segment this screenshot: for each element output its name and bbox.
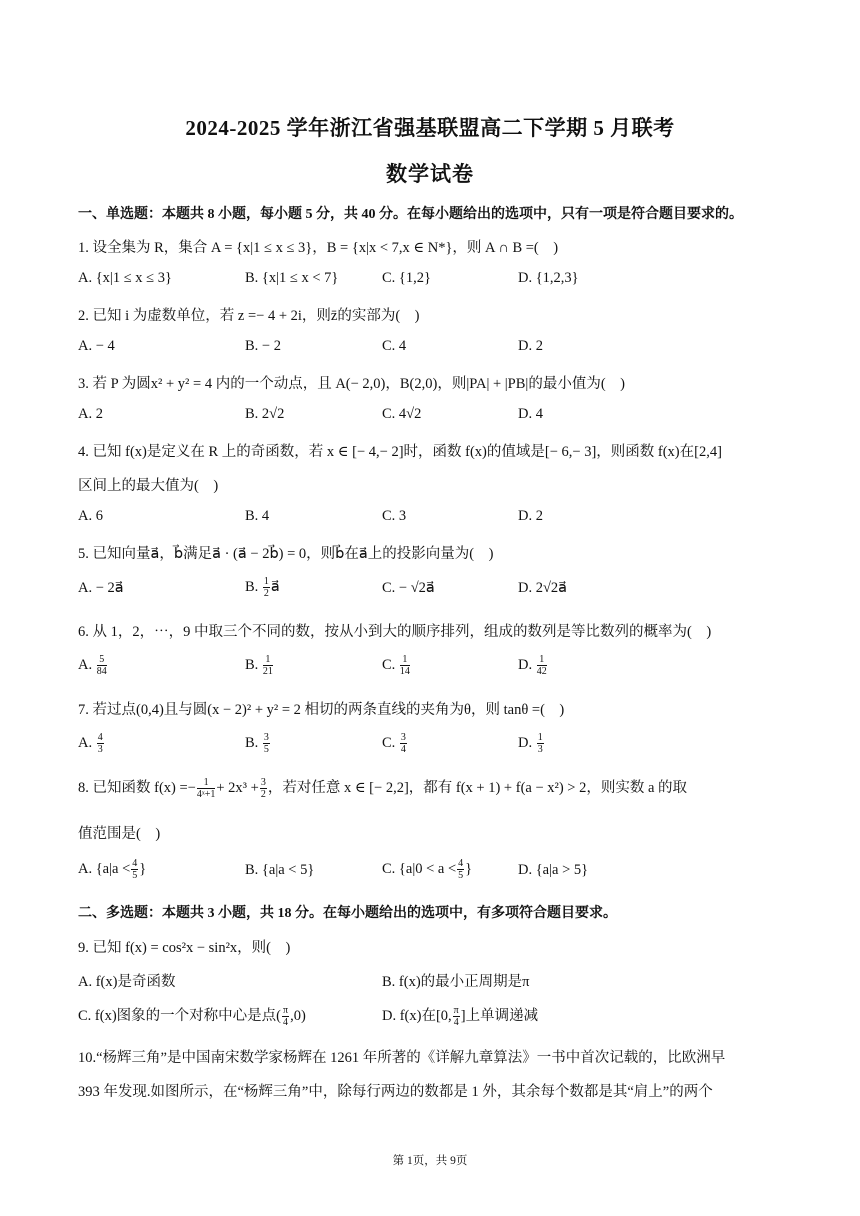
question-2-option-d: D. 2 xyxy=(518,338,543,354)
fraction: $\frac{3}{2}$ xyxy=(260,777,266,801)
question-3-option-a: A. 2 xyxy=(78,406,103,422)
question-3-option-c: C. 4√2 xyxy=(382,406,422,422)
fraction: $\frac{3}{4}$ xyxy=(400,732,406,755)
fraction: $\frac{1}{42}$ xyxy=(536,654,547,677)
fraction: $\frac{\pi}{4}$ xyxy=(453,1005,459,1029)
question-2-option-c: C. 4 xyxy=(382,338,407,354)
question-3-stem: 3. 若 P 为圆x² + y² = 4 内的一个动点，且 A(− 2,0)，B(2,0)，则|PA| + |PB|的最小值为( ) xyxy=(78,376,625,392)
question-9-option-b: B. f(x)的最小正周期是π xyxy=(382,974,530,990)
question-1-option-b: B. {x|1 ≤ x < 7} xyxy=(245,270,339,286)
fraction: $\frac{1}{\text{4ˣ+1}}$ xyxy=(196,777,216,801)
question-2-option-a: A. − 4 xyxy=(78,338,115,354)
question-5-stem: 5. 已知向量a⃗，b⃗满足a⃗ · (a⃗ − 2b⃗) = 0，则b⃗在a⃗上的投影向量为( ) xyxy=(78,546,494,562)
question-8-option-d: D. {a|a > 5} xyxy=(518,862,589,878)
question-6-option-a: A. $\frac{5}{84}$ xyxy=(78,654,107,677)
question-4-option-b: B. 4 xyxy=(245,508,270,524)
question-1-stem: 1. 设全集为 R，集合 A = {x|1 ≤ x ≤ 3}，B = {x|x < 7,x ∈ N*}，则 A ∩ B =( ) xyxy=(78,240,559,256)
exam-title: 2024-2025 学年浙江省强基联盟高二下学期 5 月联考 xyxy=(185,116,675,140)
fraction: $\frac{4}{3}$ xyxy=(97,732,103,755)
question-7-stem: 7. 若过点(0,4)且与圆(x − 2)² + y² = 2 相切的两条直线的夹角为θ，则 tanθ =( ) xyxy=(78,702,565,718)
question-9-stem: 9. 已知 f(x) = cos²x − sin²x，则( ) xyxy=(78,940,291,956)
exam-subtitle: 数学试卷 xyxy=(386,162,474,186)
question-8-option-c: C. {a|0 < a < $\frac{4}{5}$ } xyxy=(382,858,473,881)
question-5-option-d: D. 2√2a⃗ xyxy=(518,580,568,596)
question-8-option-a: A. {a|a < $\frac{4}{5}$ } xyxy=(78,858,147,881)
question-3-option-b: B. 2√2 xyxy=(245,406,285,422)
fraction: $\frac{1}{3}$ xyxy=(537,732,543,755)
question-5-option-c: C. − √2a⃗ xyxy=(382,580,435,596)
question-6-option-d: D. $\frac{1}{42}$ xyxy=(518,654,547,677)
question-10-line2: 393 年发现.如图所示，在“杨辉三角”中，除每行两边的数都是 1 外，其余每个数都是其“肩上”的两个 xyxy=(78,1084,713,1100)
fraction: $\frac{5}{84}$ xyxy=(96,654,107,677)
fraction: $\frac{1}{21}$ xyxy=(262,654,273,677)
fraction: $\frac{4}{5}$ xyxy=(132,858,138,881)
question-8-stem-line2: 值范围是( ) xyxy=(78,826,161,842)
question-7-option-c: C. $\frac{3}{4}$ xyxy=(382,732,406,755)
question-5-option-a: A. − 2a⃗ xyxy=(78,580,124,596)
question-9-option-a: A. f(x)是奇函数 xyxy=(78,974,176,990)
question-6-stem: 6. 从 1，2，⋯，9 中取三个不同的数，按从小到大的顺序排列，组成的数列是等比数列的概率为( ) xyxy=(78,624,712,640)
fraction: $\frac{\pi}{4}$ xyxy=(283,1005,289,1029)
fraction: $\frac{1}{14}$ xyxy=(399,654,410,677)
question-4-stem-line1: 4. 已知 f(x)是定义在 R 上的奇函数，若 x ∈ [− 4,− 2]时，函数 f(x)的值域是[− 6,− 3]，则函数 f(x)在[2,4] xyxy=(78,444,722,460)
question-7-option-d: D. $\frac{1}{3}$ xyxy=(518,732,543,755)
question-2-stem: 2. 已知 i 为虚数单位，若 z =− 4 + 2i，则z̄的实部为( ) xyxy=(78,308,420,324)
question-6-option-c: C. $\frac{1}{14}$ xyxy=(382,654,410,677)
page-footer: 第 1页，共 9页 xyxy=(392,1155,468,1167)
question-6-option-b: B. $\frac{1}{21}$ xyxy=(245,654,273,677)
question-4-stem-line2: 区间上的最大值为( ) xyxy=(78,478,219,494)
question-1-option-a: A. {x|1 ≤ x ≤ 3} xyxy=(78,270,172,286)
question-1-option-c: C. {1,2} xyxy=(382,270,431,286)
question-3-option-d: D. 4 xyxy=(518,406,543,422)
fraction: $\frac{4}{5}$ xyxy=(458,858,464,881)
question-4-option-a: A. 6 xyxy=(78,508,103,524)
section-heading-single-choice: 一、单选题：本题共 8 小题，每小题 5 分，共 40 分。在每小题给出的选项中，只有一项是符合题目要求的。 xyxy=(78,207,743,222)
question-9-option-c: C. f(x)图象的一个对称中心是点( $\frac{\pi}{4}$ ,0) xyxy=(78,1005,306,1029)
fraction: $\frac{3}{5}$ xyxy=(263,732,269,755)
question-4-option-c: C. 3 xyxy=(382,508,407,524)
section-heading-multiple-choice: 二、多选题：本题共 3 小题，共 18 分。在每小题给出的选项中，有多项符合题目要求。 xyxy=(78,906,617,921)
question-8-option-b: B. {a|a < 5} xyxy=(245,862,315,878)
question-9-option-d: D. f(x)在[0, $\frac{\pi}{4}$ ]上单调递减 xyxy=(382,1005,539,1029)
question-2-option-b: B. − 2 xyxy=(245,338,281,354)
question-1-option-d: D. {1,2,3} xyxy=(518,270,579,286)
question-4-option-d: D. 2 xyxy=(518,508,543,524)
fraction: $\frac{1}{2}$ xyxy=(263,576,269,599)
question-8-stem-line1: 8. 已知函数 f(x) =− $\frac{1}{\text{4ˣ+1}}$ + 2x³ + $\frac{3}{2}$ ，若对任意 x ∈ [− 2,2]，都有 f(x + 1) + f(a − x²) > 2，则实数 a 的取 xyxy=(78,777,688,801)
question-10-line1: 10.“杨辉三角”是中国南宋数学家杨辉在 1261 年所著的《详解九章算法》一书中首次记载的，比欧洲早 xyxy=(78,1050,726,1066)
question-7-option-b: B. $\frac{3}{5}$ xyxy=(245,732,269,755)
question-7-option-a: A. $\frac{4}{3}$ xyxy=(78,732,103,755)
question-5-option-b: B. $\frac{1}{2}$ a⃗ xyxy=(245,576,280,599)
